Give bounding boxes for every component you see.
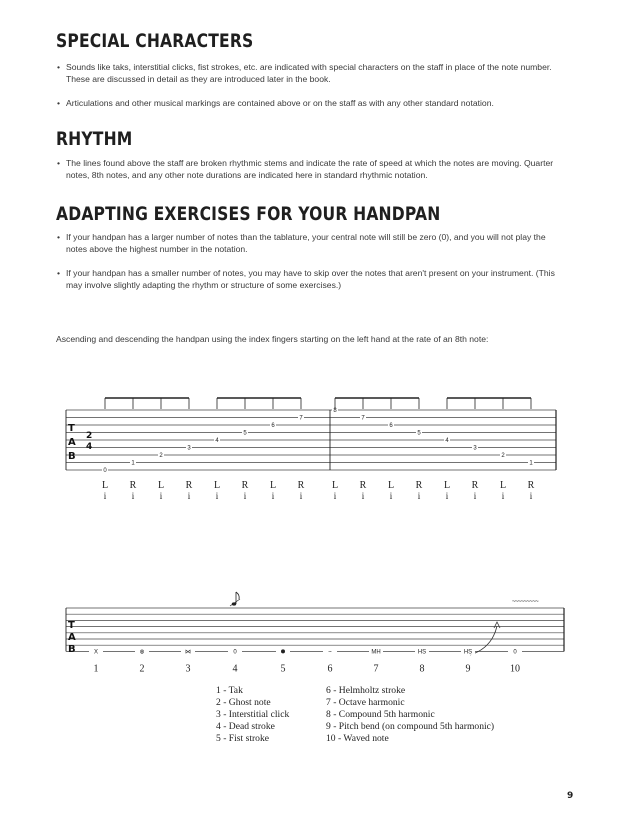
bullet-adapting-1: • If your handpan has a larger number of notes than the tablature, your central note will still be zero (0), and you will not play the notes above the highest number in the notation. [66,232,566,255]
bullet-adapting-2: • If your handpan has a smaller number of notes, you may have to skip over the notes that aren't present on your instrument. (This may involve slightly adapting the rhythm or structure of some exercises.) [66,268,566,291]
tab2-clef-b: B [68,644,76,655]
tab1-finger-label: i [445,491,449,501]
tab2-number: 10 [510,663,520,675]
tab1-hand-label: L [213,480,221,491]
tab1-finger-label: i [103,491,107,501]
bullet-special-1: • Sounds like taks, interstitial clicks, fist strokes, etc. are indicated with special characters on the staff in place of the note number. These are discussed in detail as they are introduced later in the book. [66,62,566,85]
tab2-number: 9 [465,663,471,675]
time-signature-top: 2 [86,431,93,441]
tab1-fret-number: 2 [159,453,163,459]
legend-item-interstitial-click: 3 - Interstitial click [216,709,290,720]
tab1-hand-label: R [297,480,305,491]
tab2-number: 1 [93,663,99,675]
legend-item-pitch-bend: 9 - Pitch bend (on compound 5th harmonic) [326,721,495,732]
tab1-fret-number: 6 [271,423,275,429]
tab1-finger-label: i [473,491,477,501]
legend-item-helmholtz-stroke: 6 - Helmholtz stroke [326,685,406,696]
tab1-hand-label: L [157,480,165,491]
time-signature-bottom: 4 [86,442,93,452]
legend-item-compound-5th-harmonic: 8 - Compound 5th harmonic [326,709,435,720]
exercise-intro: Ascending and descending the handpan using the index fingers starting on the left hand at the rate of an 8th note: [56,334,489,344]
tab1-fret-number: 1 [131,460,135,467]
tab1-finger-label: i [501,491,505,501]
legend-item-dead-stroke: 4 - Dead stroke [216,721,275,732]
tab2-symbol: ⋈ [185,649,191,656]
tab1-finger-label: i [361,491,365,501]
tab1-hand-label: R [185,480,193,491]
bullet-rhythm-1: • The lines found above the staff are broken rhythmic stems and indicate the rate of speed at which the notes are moving. Quarter notes, 8th notes, and any other note durations are indicated here in standard rhythmic notation. [66,158,566,181]
tab1-fret-number: 7 [361,415,365,422]
tab2-symbol: ~ [328,649,332,656]
tab1-finger-label: i [417,491,421,501]
tab1-clef-a: A [68,437,76,448]
grace-note [230,592,240,606]
tab1-clef-t: T [68,423,75,434]
tab1-hand-label: L [101,480,109,491]
legend-item-tak: 1 - Tak [216,685,243,696]
tab1-fret-number: 0 [103,468,107,474]
tab1-finger-label: i [389,491,393,501]
heading-adapting: ADAPTING EXERCISES FOR YOUR HANDPAN [56,203,441,225]
tab1-hand-label: L [387,480,395,491]
tab2-number: 8 [419,663,425,675]
tab1-staff [66,410,556,470]
legend-item-waved-note: 10 - Waved note [326,733,389,744]
tab1-finger-label: i [529,491,533,501]
tab1-hand-label: L [331,480,339,491]
page-number: 9 [567,791,574,801]
tab2-symbol: 0 [513,649,517,656]
tab2-clef [68,620,76,655]
legend-item-ghost-note: 2 - Ghost note [216,697,271,708]
tab1-finger-label: i [131,491,135,501]
tab2-number: 7 [373,663,379,675]
tab2-number: 6 [327,663,333,675]
tab2-number: 2 [139,663,145,675]
tab1-clef [68,423,92,462]
tab1-hand-label: L [499,480,507,491]
tab2-symbol: 0 [233,649,237,656]
tab1-finger-label: i [333,491,337,501]
tab1-fret-number: 5 [417,430,421,437]
tab1-hand-label: L [443,480,451,491]
tab1-clef-b: B [68,451,76,462]
tab1-hand-label: R [415,480,423,491]
tab1-fret-number: 8 [333,408,337,414]
tab1-fret-number: 4 [215,438,219,444]
tab1-fret-number: 3 [187,445,191,452]
tab2-clef-t: T [68,620,75,631]
tab1-fret-number: 3 [473,445,477,452]
tab1-fret-number: 2 [501,453,505,459]
tab2-symbol: HS [463,649,473,656]
tab2-symbol: MH [371,649,381,656]
heading-special-characters: SPECIAL CHARACTERS [56,30,254,52]
tab1-hand-label: R [527,480,535,491]
tab1-finger-label: i [159,491,163,501]
legend-item-fist-stroke: 5 - Fist stroke [216,733,270,744]
tab2-symbol: HS [417,649,427,656]
tab1-fret-number: 4 [445,438,449,444]
tab1-finger-label: i [271,491,275,501]
fist-stroke-icon [281,649,285,653]
tab1-finger-label: i [215,491,219,501]
tab1-finger-label: i [187,491,191,501]
tab1-hand-label: R [241,480,249,491]
tab2-staff [66,608,564,651]
legend-item-octave-harmonic: 7 - Octave harmonic [326,697,405,708]
tab1-fret-number: 1 [529,460,533,467]
tab2-number: 3 [185,663,191,675]
tab1-hand-label: R [359,480,367,491]
tab1-finger-label: i [299,491,303,501]
tab2-symbol: ⊗ [139,649,145,656]
tab1-fret-number: 5 [243,430,247,437]
tab1-hand-label: R [129,480,137,491]
tab1-fret-number: 6 [389,423,393,429]
tab1-hand-label: L [269,480,277,491]
vibrato-icon: ~~~~~~~~~ [512,599,539,605]
tab1-fret-number: 7 [299,415,303,422]
tab2-symbol: X [93,649,99,656]
tab1-hand-label: R [471,480,479,491]
grace-note-flag [236,592,239,599]
tab2-clef-a: A [68,632,76,643]
bullet-special-2: • Articulations and other musical markings are contained above or on the staff as with any other standard notation. [66,98,566,110]
tab1-notes [102,398,535,501]
tab2-notes [89,648,522,675]
legend-right [326,685,494,745]
heading-rhythm: RHYTHM [56,128,133,150]
tab2-number: 4 [232,663,238,675]
legend-left [216,685,289,745]
tab2-number: 5 [280,663,286,675]
tab1-finger-label: i [243,491,247,501]
